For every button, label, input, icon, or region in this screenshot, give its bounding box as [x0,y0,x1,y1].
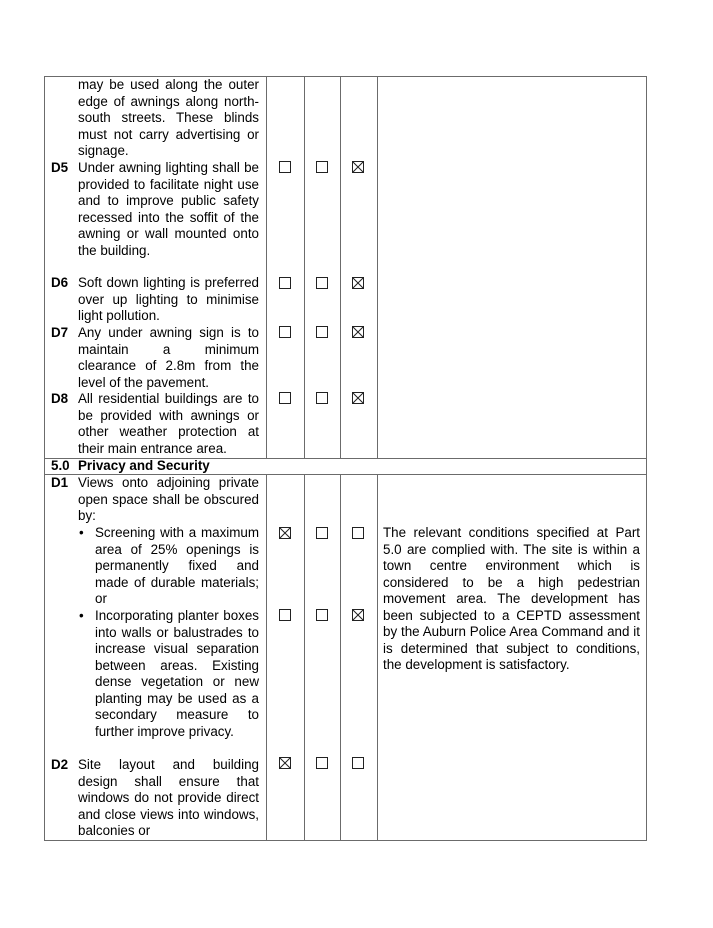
table-right-border [646,76,647,841]
checkbox-d5-yes[interactable] [279,161,291,173]
checkbox-d5-na[interactable] [352,161,364,173]
control-code-d6: D6 [51,275,69,290]
checkbox-d1b-no[interactable] [316,609,328,621]
control-text-d8: All residential buildings are to be provided with awnings or other weather protection at their main entrance area. [78,391,259,456]
control-text-d7: Any under awning sign is to maintain a minimum clearance of 2.8m from the level of the pavement. [78,325,259,390]
col-divider-1 [266,76,267,459]
checkbox-d6-na[interactable] [352,277,364,289]
control-text-d1-bullet-1: Screening with a maximum area of 25% openings is permanently fixed and made of durable materials; or [95,525,259,606]
checkbox-d8-no[interactable] [316,392,328,404]
check-x-icon [280,528,290,538]
col-divider-2b [304,474,305,841]
checkbox-d2-yes[interactable] [279,757,291,769]
col-divider-2 [304,76,305,459]
checkbox-d1b-yes[interactable] [279,609,291,621]
col-divider-3b [340,474,341,841]
checkbox-d7-no[interactable] [316,326,328,338]
assessment-comment: The relevant conditions specified at Part 5.0 are complied with. The site is within a town centre environment which is considered to be a high pedestrian movement area. The development has been subjected to a CEPTD assessment by the Auburn Police Area Command and it is determined that subject to conditions, the development is satisfactory. [383,525,640,672]
check-x-icon [353,278,363,288]
col-divider-3 [340,76,341,459]
control-code-d2: D2 [51,757,69,772]
checkbox-d1b-na[interactable] [352,609,364,621]
checkbox-d1a-no[interactable] [316,527,328,539]
control-text-d5: Under awning lighting shall be provided to facilitate night use and to improve public safety recessed into the soffit of the awning or wall mounted onto the building. [78,160,259,258]
section-title: Privacy and Security [78,458,210,473]
col-divider-4 [377,76,378,459]
check-x-icon [353,610,363,620]
check-x-icon [353,327,363,337]
checkbox-d5-no[interactable] [316,161,328,173]
check-x-icon [280,758,290,768]
checkbox-d8-yes[interactable] [279,392,291,404]
control-code-d7: D7 [51,325,69,340]
checkbox-d7-yes[interactable] [279,326,291,338]
checkbox-d8-na[interactable] [352,392,364,404]
checkbox-d1a-yes[interactable] [279,527,291,539]
check-x-icon [353,162,363,172]
control-text-d1-bullet-2: Incorporating planter boxes into walls or balustrades to increase visual separation between areas. Existing dense vegetation or new planting may be used as a secondary measure to further improve privacy. [95,608,259,739]
checkbox-d2-na[interactable] [352,757,364,769]
control-text-d1-intro: Views onto adjoining private open space shall be obscured by: [78,475,259,523]
col-divider-4b [377,474,378,841]
control-code-d1: D1 [51,475,69,490]
col-divider-1b [266,474,267,841]
table-left-border [44,76,45,841]
bullet-dot: • [79,608,84,623]
checkbox-d6-yes[interactable] [279,277,291,289]
checkbox-d6-no[interactable] [316,277,328,289]
section-number: 5.0 [51,458,70,473]
control-code-d8: D8 [51,391,69,406]
control-text-d2: Site layout and building design shall ensure that windows do not provide direct and close views into windows, balconies or [78,757,259,838]
table-bottom-border [44,840,647,841]
checkbox-d1a-na[interactable] [352,527,364,539]
checkbox-d2-no[interactable] [316,757,328,769]
check-x-icon [353,393,363,403]
checkbox-d7-na[interactable] [352,326,364,338]
control-code-d5: D5 [51,160,69,175]
control-text-continued: may be used along the outer edge of awnings along north-south streets. These blinds must not carry advertising or signage. [78,77,259,158]
control-text-d6: Soft down lighting is preferred over up lighting to minimise light pollution. [78,275,259,323]
bullet-dot: • [79,525,84,540]
